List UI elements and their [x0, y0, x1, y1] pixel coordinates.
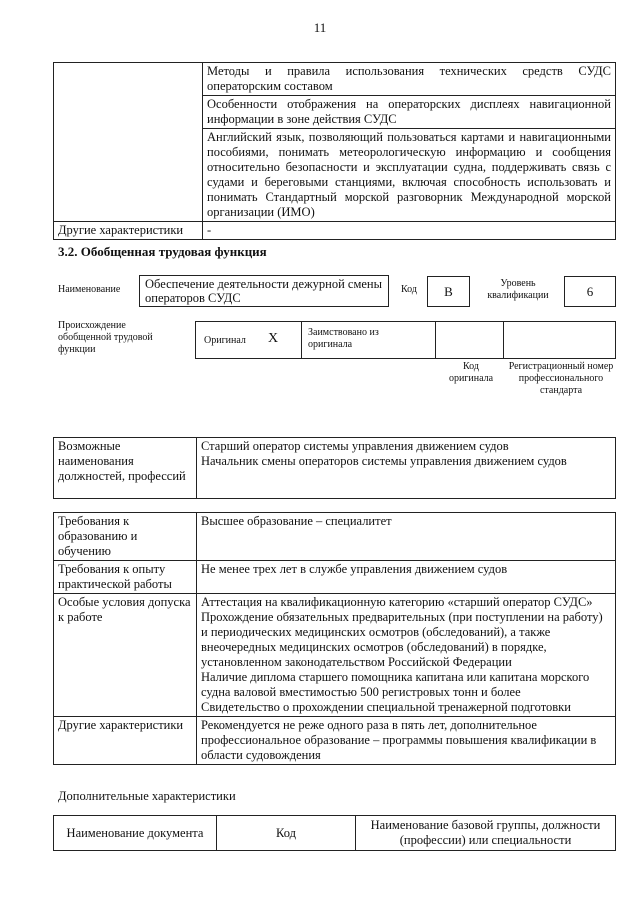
header-code: Код	[217, 816, 356, 851]
level-label: Уровень квалификации	[487, 278, 549, 301]
borrowed-box	[301, 321, 436, 359]
other-characteristics-value: -	[203, 222, 616, 240]
function-name-box	[139, 275, 389, 307]
original-mark: X	[268, 331, 279, 346]
header-base-group: Наименование базовой группы, должности (профессии) или специальности	[356, 816, 616, 851]
additional-table	[53, 815, 616, 851]
position-item: Старший оператор системы управления движением судов	[201, 439, 509, 453]
empty-label-cell	[54, 63, 203, 222]
code-original-box	[435, 321, 504, 359]
positions-table	[53, 437, 616, 499]
condition-item: Прохождение обязательных предварительных (при поступлении на работу) и периодических медицинских осмотров (обследований), а также внеочередных медицинских осмотров (обследований) в порядке, установленном законодательством Российской Федерации	[201, 610, 603, 669]
origin-original-box	[195, 321, 302, 359]
requirement-label: Требования к опыту практической работы	[54, 561, 197, 594]
header-document-name: Наименование документа	[54, 816, 217, 851]
condition-item: Наличие диплома старшего помощника капитана или капитана морского судна валовой вместимостью 500 регистровых тонн и более	[201, 670, 590, 699]
level-value: 6	[586, 284, 594, 299]
requirement-label: Особые условия допуска к работе	[54, 594, 197, 717]
requirement-label: Другие характеристики	[54, 717, 197, 765]
knowledge-row: Английский язык, позволяющий пользоваться картами и навигационными пособиями, понимать метеорологическую информацию и сообщения относительно безопасности и эксплуатации судна, поддерживать связь с судами и береговыми станциями, включая способность использовать и понимать Стандартный морской разговорник Международной морской организации (ИМО)	[203, 129, 616, 222]
other-characteristics-label: Другие характеристики	[54, 222, 203, 240]
requirement-value: Высшее образование – специалитет	[197, 513, 616, 561]
function-name: Обеспечение деятельности дежурной смены операторов СУДС	[145, 277, 383, 305]
name-label: Наименование	[58, 284, 121, 295]
position-item: Начальник смены операторов системы управления движением судов	[201, 454, 567, 468]
knowledge-row: Особенности отображения на операторских дисплеях навигационной информации в зоне действия СУДС	[203, 96, 616, 129]
additional-title: Дополнительные характеристики	[58, 789, 236, 803]
code-value: В	[444, 284, 453, 299]
code-box	[427, 276, 470, 307]
condition-item: Аттестация на квалификационную категорию «старший оператор СУДС»	[201, 595, 593, 609]
reg-number-caption: Регистрационный номер профессионального стандарта	[508, 361, 614, 396]
requirement-value: Не менее трех лет в службе управления движением судов	[197, 561, 616, 594]
code-label: Код	[401, 284, 417, 295]
positions-values	[197, 438, 616, 499]
page-number: 11	[313, 20, 327, 35]
knowledge-table	[53, 62, 616, 240]
requirement-value	[197, 594, 616, 717]
knowledge-row: Методы и правила использования технических средств СУДС операторским составом	[203, 63, 616, 96]
borrowed-label: Заимствовано из оригинала	[308, 327, 379, 350]
condition-item: Свидетельство о прохождении специальной тренажерной подготовки	[201, 700, 571, 714]
requirement-label: Требования к образованию и обучению	[54, 513, 197, 561]
positions-label: Возможные наименования должностей, профессий	[54, 438, 197, 499]
level-box	[564, 276, 616, 307]
reg-number-box	[503, 321, 616, 359]
requirement-value: Рекомендуется не реже одного раза в пять лет, дополнительное профессиональное образование – программы повышения квалификации в области судовождения	[197, 717, 616, 765]
requirements-table	[53, 512, 616, 765]
origin-label: Происхождение обобщенной трудовой функции	[58, 320, 153, 355]
original-label: Оригинал	[204, 335, 246, 346]
code-original-caption: Код оригинала	[448, 361, 494, 384]
section-title: 3.2. Обобщенная трудовая функция	[58, 244, 267, 259]
